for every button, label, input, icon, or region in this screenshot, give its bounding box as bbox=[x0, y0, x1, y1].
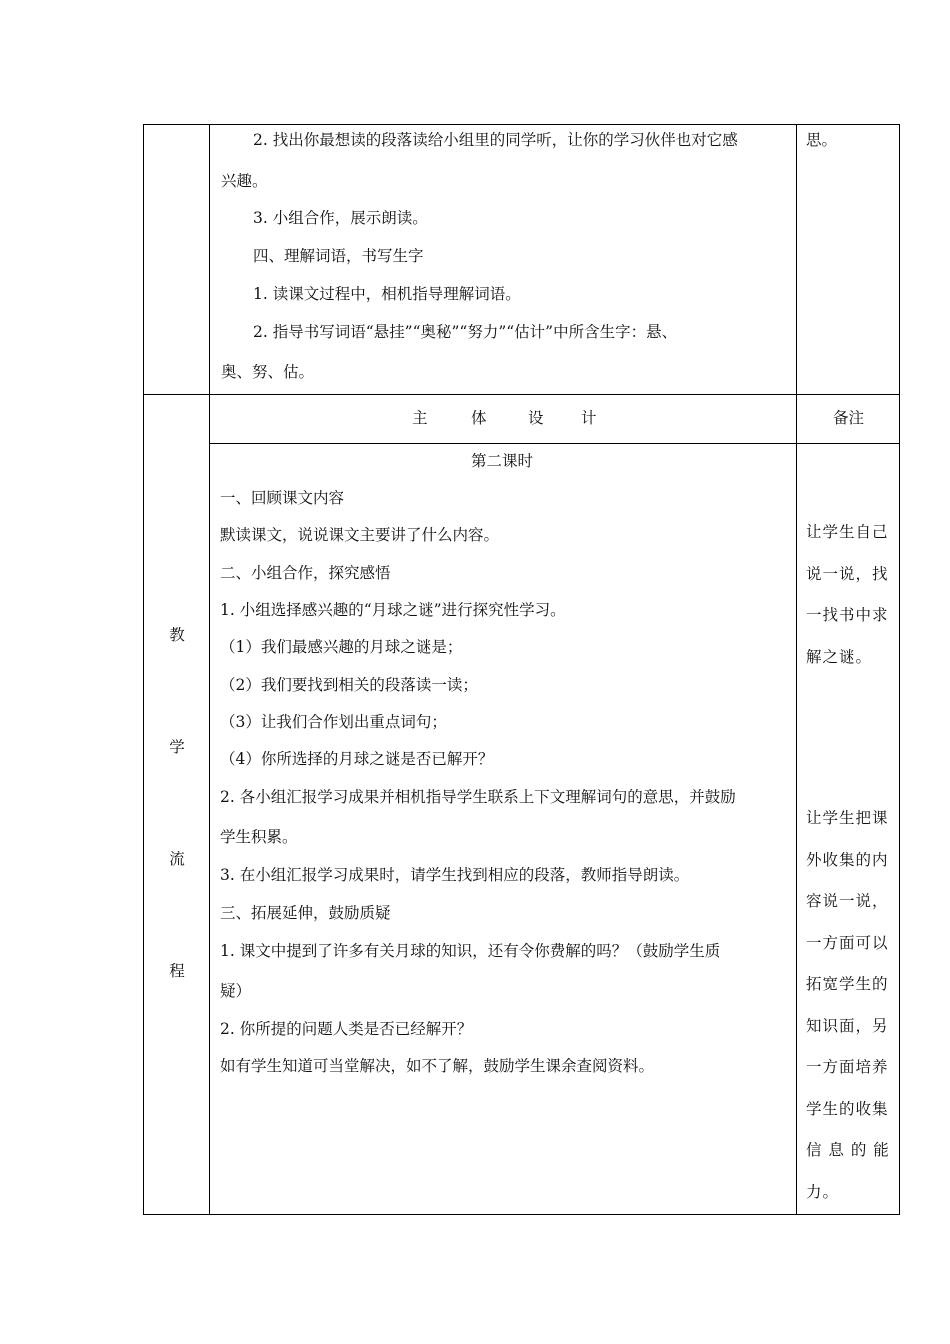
upper-line-6: 2. 指导书写词语“悬挂”“奥秘”“努力”“估计”中所含生字：悬、 bbox=[253, 323, 678, 341]
body-line-11: 3. 在小组汇报学习成果时，请学生找到相应的段落，教师指导朗读。 bbox=[220, 866, 690, 884]
body-line-8: （4）你所选择的月球之谜是否已解开？ bbox=[220, 750, 494, 768]
header-main-char-1: 主 bbox=[412, 409, 428, 427]
body-line-9: 2. 各小组汇报学习成果并相机指导学生联系上下文理解词句的意思，并鼓励 bbox=[220, 788, 736, 806]
body-line-5: （1）我们最感兴趣的月球之谜是； bbox=[220, 638, 463, 656]
note-2-line-10: 力。 bbox=[806, 1182, 840, 1201]
header-main-char-3: 设 bbox=[528, 409, 544, 427]
header-main-char-2: 体 bbox=[471, 409, 487, 427]
body-line-10: 学生积累。 bbox=[220, 828, 298, 846]
upper-line-4: 四、理解词语，书写生字 bbox=[253, 247, 424, 265]
note-2-line-2: 外收集的内 bbox=[806, 850, 889, 869]
table-row-divider bbox=[143, 394, 900, 395]
side-label-char-4: 程 bbox=[169, 962, 185, 980]
note-1-line-2: 说一说，找 bbox=[806, 564, 889, 583]
body-line-6: （2）我们要找到相关的段落读一读； bbox=[220, 676, 478, 694]
note-2-line-3: 容说一说， bbox=[806, 892, 889, 910]
note-2-line-4: 一方面可以 bbox=[806, 933, 889, 952]
note-block-2 bbox=[806, 798, 892, 1213]
body-line-12: 三、拓展延伸，鼓励质疑 bbox=[220, 904, 391, 922]
body-line-4: 1. 小组选择感兴趣的“月球之谜”进行探究性学习。 bbox=[220, 601, 566, 619]
upper-line-5: 1. 读课文过程中，相机指导理解词语。 bbox=[253, 285, 521, 303]
body-line-16: 如有学生知道可当堂解决，如不了解，鼓励学生课余查阅资料。 bbox=[220, 1057, 655, 1075]
upper-line-7: 奥、努、估。 bbox=[221, 363, 315, 381]
note-2-line-8: 学生的收集 bbox=[806, 1099, 889, 1118]
upper-note: 思。 bbox=[806, 131, 838, 149]
note-2-line-9: 信 息 的 能 bbox=[806, 1141, 890, 1159]
note-2-line-6: 知识面，另 bbox=[806, 1016, 889, 1035]
body-line-7: （3）让我们合作划出重点词句； bbox=[220, 713, 447, 731]
body-line-15: 2. 你所提的问题人类是否已经解开？ bbox=[220, 1020, 473, 1038]
side-label-char-3: 流 bbox=[169, 850, 185, 868]
table-divider-right bbox=[796, 124, 797, 1215]
header-main-char-4: 计 bbox=[581, 409, 597, 427]
lesson-title: 第二课时 bbox=[471, 452, 534, 470]
body-line-2: 默读课文，说说课文主要讲了什么内容。 bbox=[220, 526, 500, 544]
side-label-char-2: 学 bbox=[169, 738, 185, 756]
note-1-line-1: 让学生自己 bbox=[806, 523, 889, 541]
body-line-1: 一、回顾课文内容 bbox=[220, 489, 345, 507]
note-1-line-4: 解之谜。 bbox=[806, 647, 873, 666]
note-2-line-5: 拓宽学生的 bbox=[806, 975, 889, 993]
upper-line-1: 2. 找出你最想读的段落读给小组里的同学听，让你的学习伙伴也对它感 bbox=[253, 131, 738, 149]
table-divider-left bbox=[209, 124, 210, 1215]
upper-line-3: 3. 小组合作，展示朗读。 bbox=[253, 209, 428, 227]
note-1-line-3: 一找书中求 bbox=[806, 606, 889, 624]
body-line-3: 二、小组合作，探究感悟 bbox=[220, 564, 391, 582]
header-note: 备注 bbox=[833, 409, 865, 427]
body-line-14: 疑） bbox=[220, 982, 252, 1000]
header-row-divider bbox=[209, 443, 900, 444]
note-2-line-7: 一方面培养 bbox=[806, 1058, 889, 1076]
note-2-line-1: 让学生把课 bbox=[806, 809, 889, 827]
note-block-1 bbox=[806, 512, 892, 678]
side-label-char-1: 教 bbox=[169, 626, 185, 644]
body-line-13: 1. 课文中提到了许多有关月球的知识，还有令你费解的吗？（鼓励学生质 bbox=[220, 942, 721, 960]
upper-line-2: 兴趣。 bbox=[221, 172, 268, 190]
